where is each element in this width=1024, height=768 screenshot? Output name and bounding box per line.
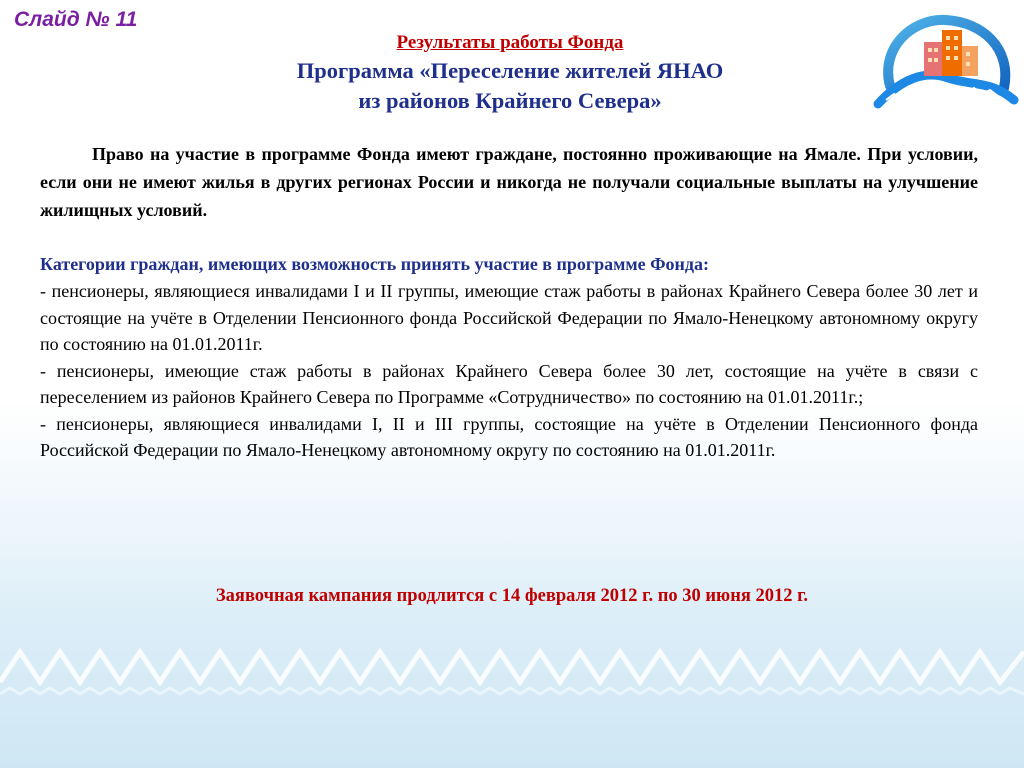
category-item: - пенсионеры, являющиеся инвалидами I и II группы, имеющие стаж работы в районах Крайнего Севера более 30 лет и состоящие на учёте в Отделении Пенсионного фонда Российской Федерации по Ямало-Ненецкому автономному округу по состоянию на 01.01.2011г. [40,281,978,354]
title-line-1: Программа «Переселение жителей ЯНАО [296,58,724,83]
slide-number: Слайд № 11 [14,8,138,31]
campaign-note: Заявочная кампания продлится с 14 февраля 2012 г. по 30 июня 2012 г. [215,586,809,606]
category-item: - пенсионеры, имеющие стаж работы в районах Крайнего Севера более 30 лет, состоящие на учёте в связи с переселением из районов Крайнего Севера по Программе «Сотрудничество» по состоянию на 01.01.2011г.; [40,360,978,407]
category-item: - пенсионеры, являющиеся инвалидами I, II и III группы, состоящие на учёте в Отделении Пенсионного фонда Российской Федерации по Ямало-Ненецкому автономному округу по состоянию на 01.01.2011г. [40,413,978,460]
slide-header [200,30,820,116]
eligibility-paragraph: Право на участие в программе Фонда имеют граждане, постоянно проживающие на Ямале. При условии, если они не имеют жилья в других регионах России и никогда не получали социальные выплаты на улучшение жилищных условий. [40,144,978,220]
fund-logo [872,8,1020,112]
section-kicker: Результаты работы Фонда [396,32,624,53]
decorative-ornament-band [0,632,1024,702]
slide-body [40,140,978,464]
title-line-2: из районов Крайнего Севера» [358,88,662,113]
categories-heading: Категории граждан, имеющих возможность принять участие в программе Фонда: [40,254,710,274]
